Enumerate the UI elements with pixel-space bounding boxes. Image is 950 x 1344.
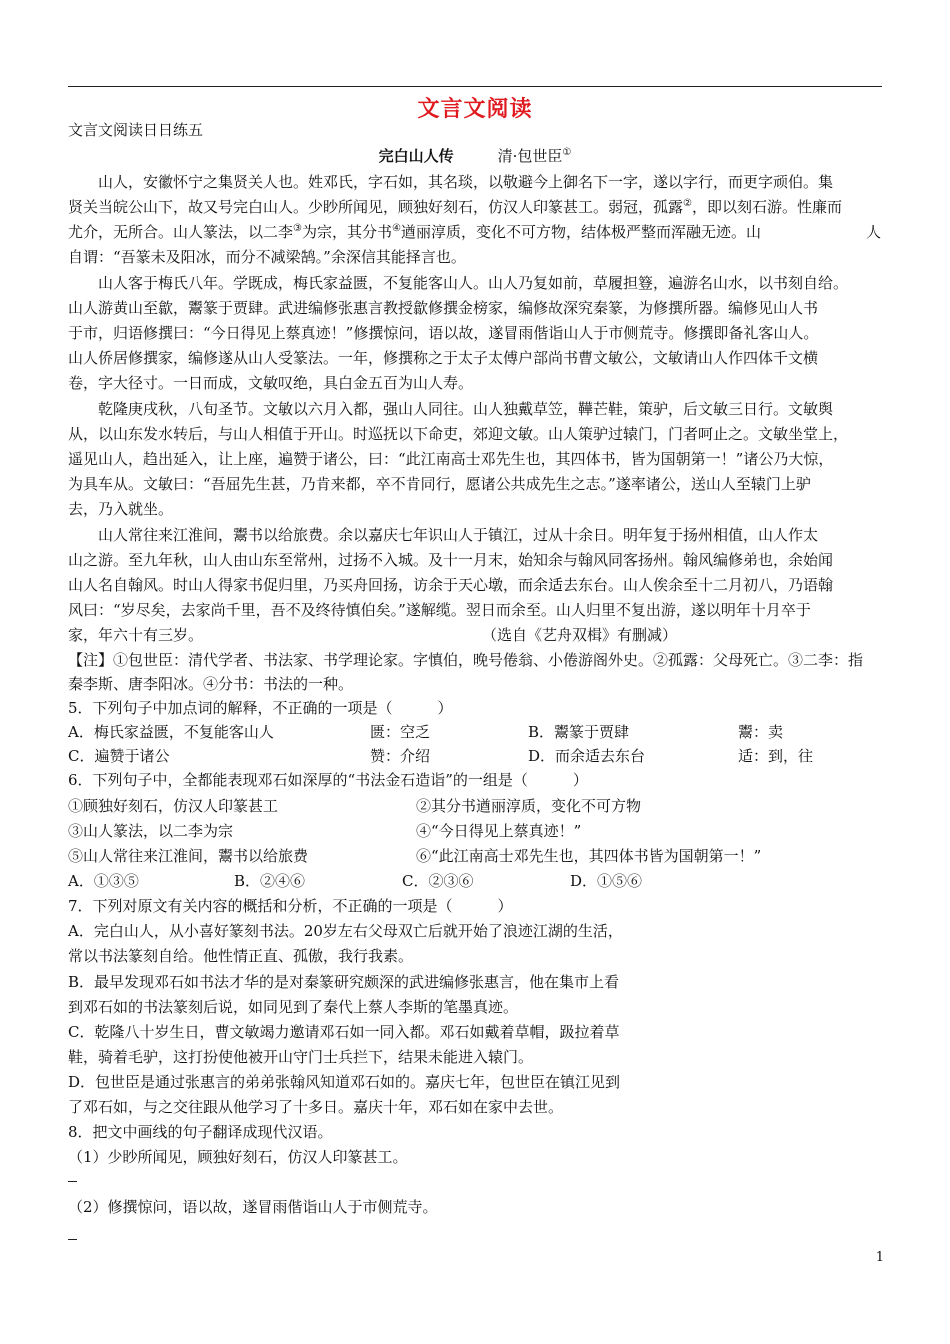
para2-line: 于市，归语修撰曰：“今日得见上蔡真迹！”修撰惊问，语以故，遂冒雨偕诣山人于市侧荒寺。修撰即备礼客山人。: [68, 324, 819, 342]
q5-option-c: C．遍赞于诸公: [68, 747, 170, 765]
para2-line: 山人游黄山至歙，鬻篆于贾肆。武进编修张惠言教授歙修撰金榜家，编修故深究秦篆，为修撰所器。编修见山人书: [68, 299, 819, 317]
para3-line: 遥见山人，趋出延入，让上座，遍赞于诸公，曰：“此江南高士邓先生也，其四体书，皆为国朝第一！”诸公乃大惊，: [68, 450, 834, 468]
q7-line: 鞋，骑着毛驴，这打扮使他被开山守门士兵拦下，结果未能进入辕门。: [68, 1048, 534, 1066]
q7-line: C．乾隆八十岁生日，曹文敏竭力邀请邓石如一同入都。邓石如戴着草帽，趿拉着草: [68, 1023, 620, 1041]
q6-item: ①顾独好刻石，仿汉人印篆甚工: [68, 797, 279, 815]
q5-option-b: B．鬻篆于贾肆: [528, 723, 630, 741]
para1-line: 山人，安徽怀宁之集贤关人也。姓邓氏，字石如，其名琰，以敬避今上御名下一字，遂以字行，而更字顽伯。集: [98, 173, 834, 191]
answer-blank: [68, 1181, 77, 1182]
para1-line: 尤介，无所合。山人篆法，以二李③为宗，其分书④遒丽淳质，变化不可方物，结体极严整而浑融无迹。山: [68, 223, 761, 241]
para2-line: 山人客于梅氏八年。学既成，梅氏家益匮，不复能客山人。山人乃复如前，草履担簦，遍游名山水，以书刻自给。: [98, 274, 849, 292]
q6-option: A．①③⑤: [68, 872, 139, 890]
para4-line: 山人名自翰风。时山人得家书促归里，乃买舟回扬，访余于天心墩，而余适去东台。山人俟余至十二月初八，乃语翰: [68, 576, 834, 594]
q5-option-a: A．梅氏家益匮，不复能客山人: [68, 723, 274, 741]
q5-gloss-b: 鬻：卖: [738, 723, 784, 741]
q6-item: ③山人篆法，以二李为宗: [68, 822, 234, 840]
q6-item: ⑤山人常往来江淮间，鬻书以给旅费: [68, 847, 309, 865]
para4-line: 山人常往来江淮间，鬻书以给旅费。余以嘉庆七年识山人于镇江，过从十余日。明年复于扬州相值，山人作太: [98, 526, 819, 544]
q7-line: D．包世臣是通过张惠言的弟弟张翰风知道邓石如的。嘉庆七年，包世臣在镇江见到: [68, 1073, 621, 1091]
para1-line-end: 人: [866, 223, 882, 241]
note-mark: ④: [392, 223, 401, 234]
article-author: 清·包世臣: [497, 147, 563, 165]
q8-sentence-1: （1）少眇所闻见，顾独好刻石，仿汉人印篆甚工。: [68, 1148, 408, 1166]
q7-line: 到邓石如的书法篆刻后说，如同见到了秦代上蔡人李斯的笔墨真迹。: [68, 998, 519, 1016]
q6-stem: 6．下列句子中，全都能表现邓石如深厚的“书法金石造诣”的一组是（ ）: [68, 771, 588, 789]
page-number: 1: [875, 1250, 884, 1265]
q7-line: 常以书法篆刻自给。他性情正直、孤傲，我行我素。: [68, 947, 414, 965]
para3-line: 从，以山东发水转后，与山人相值于开山。时巡抚以下命吏，郊迎文敏。山人策驴过辕门，门者呵止之。文敏坐堂上，: [68, 425, 849, 443]
para4-line: 山之游。至九年秋，山人由山东至常州，过扬不入城。及十一月末，始知余与翰风同客扬州。翰风编修弟也，余始闻: [68, 551, 834, 569]
para4-line: 风曰：“岁尽矣，去家尚千里，吾不及终待慎伯矣。”遂解缆。翌日而余至。山人归里不复出游，遂以明年十月卒于: [68, 601, 811, 619]
para1-line: 自谓：“吾篆未及阳冰，而分不减梁鹄。”余深信其能择言也。: [68, 248, 466, 266]
header-rule: [68, 86, 882, 87]
q7-line: 了邓石如，与之交往跟从他学习了十多日。嘉庆十年，邓石如在家中去世。: [68, 1098, 564, 1116]
para3-line: 为具车从。文敏曰：“吾屈先生甚，乃肯来都，卒不肯同行，愿诸公共成先生之志。”遂率诸公，送山人至辕门上驴: [68, 475, 811, 493]
para3-line: 乾隆庚戌秋，八旬圣节。文敏以六月入都，强山人同往。山人独戴草笠，鞾芒鞋，策驴，后文敏三日行。文敏舆: [98, 400, 834, 418]
note-mark: ③: [293, 223, 302, 234]
para4-line: 家，年六十有三岁。: [68, 626, 204, 644]
q5-stem: 5．下列句子中加点词的解释，不正确的一项是（ ）: [68, 699, 453, 717]
para2-line: 山人侨居修撰家，编修遂从山人受篆法。一年，修撰称之于太子太傅户部尚书曹文敏公，文敏请山人作四体千文横: [68, 349, 819, 367]
article-name: 完白山人传: [378, 147, 454, 165]
q5-gloss-c: 赞：介绍: [370, 747, 431, 765]
q5-option-d: D．而余适去东台: [528, 747, 646, 765]
q7-stem: 7．下列对原文有关内容的概括和分析，不正确的一项是（ ）: [68, 897, 513, 915]
notes-line: 【注】①包世臣：清代学者、书法家、书学理论家。字慎伯，晚号倦翁、小倦游阁外史。②孤露：父母死亡。③二李：指: [68, 651, 864, 669]
q6-item: ⑥“此江南高士邓先生也，其四体书皆为国朝第一！”: [416, 847, 762, 865]
q8-stem: 8．把文中画线的句子翻译成现代汉语。: [68, 1123, 333, 1141]
answer-blank: [68, 1239, 77, 1240]
q7-line: A．完白山人，从小喜好篆刻书法。20岁左右父母双亡后就开始了浪迹江湖的生活，: [68, 922, 623, 940]
para1-line: 贤关当皖公山下，故又号完白山人。少眇所闻见，顾独好刻石，仿汉人印篆甚工。弱冠，孤露②，即以刻石游。性廉而: [68, 198, 842, 216]
q6-option: C．②③⑥: [402, 872, 474, 890]
para2-line: 卷，字大径寸。一日而成，文敏叹绝，具白金五百为山人寿。: [68, 374, 474, 392]
q6-item: ④“今日得见上蔡真迹！”: [416, 822, 582, 840]
q6-option: D．①⑤⑥: [570, 872, 643, 890]
q5-gloss-a: 匮：空乏: [370, 723, 431, 741]
subtitle: 文言文阅读日日练五: [68, 121, 204, 139]
para3-line: 去，乃入就坐。: [68, 500, 174, 518]
article-heading: [0, 146, 950, 166]
q5-gloss-d: 适：到，往: [738, 747, 814, 765]
note-mark: ②: [683, 198, 692, 209]
q6-item: ②其分书遒丽淳质，变化不可方物: [416, 797, 642, 815]
q8-sentence-2: （2）修撰惊问，语以故，遂冒雨偕诣山人于市侧荒寺。: [68, 1198, 438, 1216]
notes-line: 秦李斯、唐李阳冰。④分书：书法的一种。: [68, 675, 354, 693]
q7-line: B．最早发现邓石如书法才华的是对秦篆研究颇深的武进编修张惠言，他在集市上看: [68, 973, 620, 991]
page-title: 文言文阅读: [417, 96, 533, 122]
q6-option: B．②④⑥: [234, 872, 306, 890]
source-citation: （选自《艺舟双楫》有删减）: [482, 626, 678, 644]
author-note-mark: ①: [562, 147, 572, 158]
